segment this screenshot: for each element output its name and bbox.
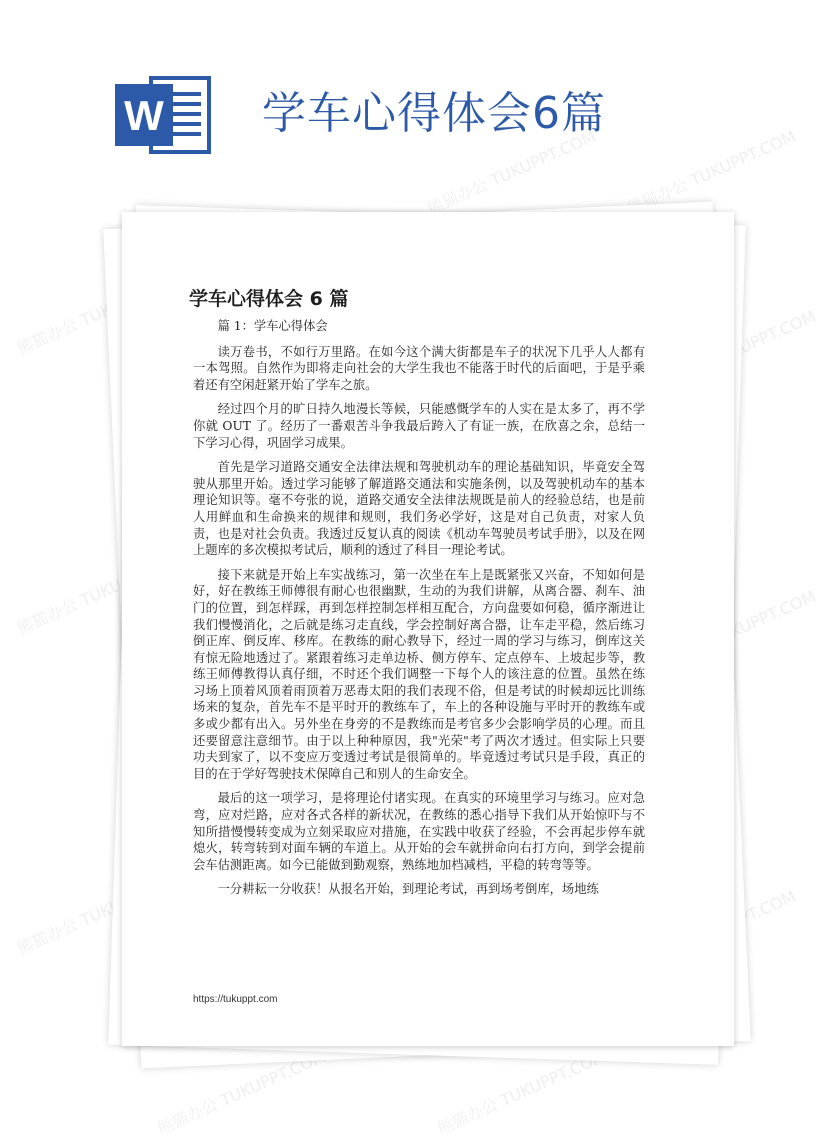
section-heading: 篇 1：学车心得体会 (217, 319, 328, 333)
word-icon-letter: W (124, 92, 164, 139)
watermark: 熊猫办公 TUKUPPT.COM (14, 546, 189, 639)
paragraph: 读万卷书，不如行万里路。在如今这个满大街都是车子的状况下几乎人人都有一本驾照。自然作为即将走向社会的大学生我也不能落于时代的后面吧，于是乎乘着还有空闲赶紧开始了学车之旅。 (193, 344, 645, 392)
paragraph: 接下来就是开始上车实战练习，第一次坐在车上是既紧张又兴奋，不知如何是好，好在教练王师傅很有耐心也很幽默，生动的为我们讲解，从离合器、刹车、油门的位置，到怎样踩，再到怎样控制怎样相互配合，方向盘要如何稳，循序渐进让我们慢慢消化，之后就是练习走直线，学会控制好离合器，让车走平稳，然后练习倒正库、倒反库、移库。在教练的耐心教导下，经过一周的学习与练习，倒库这关有惊无险地透过了。紧跟着练习走单边桥、侧方停车、定点停车、上坡起步等，教练王师傅教得认真仔细，不时还个我们调整一下每个人的该注意的位置。虽然在练习场上顶着风顶着雨顶着万恶毒太阳的我们表现不俗，但是考试的时候却远比训练场来的复杂，首先车不是平时开的教练车了，车上的各种设施与平时开的教练车或多或少都有出入。另外坐在身旁的不是教练而是考官多少会影响学员的心理。而且还要留意注意细节。由于以上种种原因，我"光荣"考了两次才透过。但实际上只要功夫到家了，以不变应万变透过考试是很简单的。毕竟透过考试只是手段，真正的目的在于学好驾驶技术保障自己和别人的生命安全。 (193, 567, 645, 781)
document-body (193, 318, 645, 906)
watermark: 熊猫办公 TUKUPPT.COM (154, 1046, 329, 1139)
watermark: 熊猫办公 TUKUPPT.COM (434, 1046, 609, 1139)
watermark: TUKUPPT.COM (707, 306, 819, 371)
word-doc-icon (111, 72, 213, 158)
watermark: TUKUPPT.COM (707, 586, 819, 651)
watermark: 熊猫办公 TUKUPPT.COM (14, 266, 189, 359)
paragraph: 首先是学习道路交通安全法律法规和驾驶机动车的理论基础知识，毕竟安全驾驶从那里开始。透过学习能够了解道路交通法和实施条例，以及驾驶机动车的基本理论知识等。毫不夸张的说，道路交通安全法律法规既是前人的经验总结，也是前人用鲜血和生命换来的规律和规则，我们务必学好，这是对自己负责，对家人负责，也是对社会负责。我透过反复认真的阅读《机动车驾驶员考试手册》，以及在网上题库的多次模拟考试后，顺利的透过了科目一理论考试。 (193, 460, 645, 558)
paragraph: 一分耕耘一分收获！从报名开始，到理论考试，再到场考倒库，场地练 (217, 882, 599, 897)
page-title: 学车心得体会6篇 (262, 88, 606, 139)
document-title: 学车心得体会 6 篇 (189, 288, 349, 310)
footer-link[interactable]: https://tukuppt.com (193, 994, 278, 1005)
watermark: 熊猫办公 TUKUPPT.COM (14, 866, 189, 959)
document-page (122, 212, 734, 1046)
paragraph: 经过四个月的旷日持久地漫长等候，只能感慨学车的人实在是太多了，再不学你就 OUT 了。经历了一番艰苦斗争我最后跨入了有证一族，在欣喜之余，总结一下学习心得，巩固学习成果。 (193, 402, 645, 450)
watermark: 熊猫办公 TUKUPPT.COM (624, 126, 799, 219)
paragraph: 最后的这一项学习，是将理论付诸实现。在真实的环境里学习与练习。应对急弯，应对烂路，应对各式各样的新状况，在教练的悉心指导下我们从开始惊吓与不知所措慢慢转变成为立刻采取应对措施，在实践中收获了经验，不会再起步停车就熄火，转弯转到对面车辆的车道上。从开始的会车就拼命向右打方向，到学会提前会车估测距离。如今已能做到勤观察，熟练地加档减档，平稳的转弯等等。 (193, 791, 645, 872)
watermark: 熊猫办公 TUKUPPT.COM (424, 126, 599, 219)
